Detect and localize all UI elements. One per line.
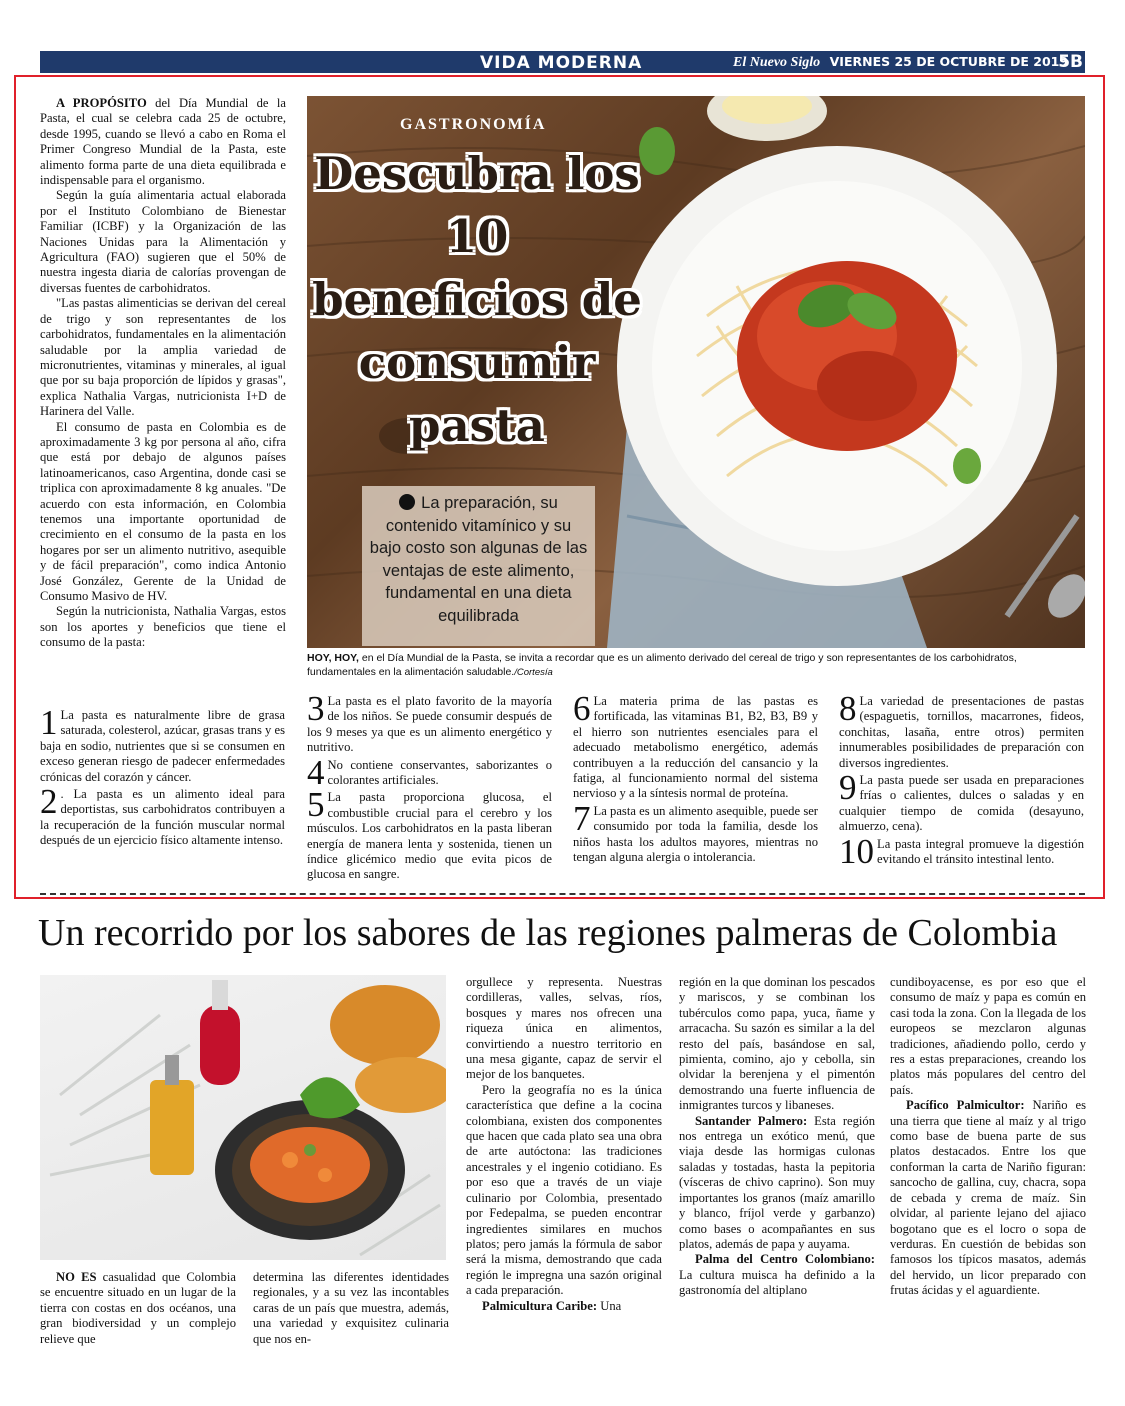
paragraph: región en la que dominan los pescados y mariscos, y se combinan los tubérculos como papa, yuca, ñame y arracacha. Su sazón es similar a la del resto del país, basándose en sal, pimienta, comino, ajo y cebolla, sin olvidar la berenjena y el pimentón demostrando una fuerte influencia de inmigrantes turcos y libaneses.	[679, 975, 875, 1113]
points-column-3	[573, 694, 818, 884]
point-number: 8	[839, 694, 857, 728]
section-name: VIDA MODERNA	[480, 53, 643, 73]
benefit-point	[40, 708, 285, 785]
subhead: Palma del Centro Colombiano:	[695, 1252, 875, 1267]
point-number: 9	[839, 768, 857, 808]
photo-caption	[307, 652, 1067, 684]
paragraph: cundiboyacense, es por eso que el consumo de maíz y papa es común en casi toda la zona. Con la llegada de los europeos se mezclaron algunas tradiciones, añadiendo pollo, cerdo y res a estas preparaciones, creando los platos más populares del centro del país.	[890, 975, 1086, 1097]
point-number: 4	[307, 752, 325, 792]
food-photo	[40, 975, 446, 1260]
article2-column-2	[253, 1270, 449, 1360]
point-number: 1	[40, 708, 58, 742]
intro-column	[40, 96, 286, 706]
article2-column-1	[40, 1270, 236, 1360]
section-divider	[40, 893, 1085, 895]
point-number: 7	[573, 798, 591, 838]
point-text: La pasta integral promueve la digestión evitando el tránsito intestinal lento.	[877, 836, 1084, 867]
benefit-point	[307, 785, 552, 882]
paragraph: Una	[597, 1298, 622, 1313]
paragraph: La cultura muisca ha definido a la gastronomía del altiplano	[679, 1267, 875, 1298]
benefit-point	[839, 831, 1084, 871]
point-number: 10	[839, 831, 874, 871]
point-number: 6	[573, 694, 591, 728]
benefit-point	[40, 782, 285, 849]
benefit-point	[573, 798, 818, 866]
subhead: Santander Palmero:	[695, 1113, 808, 1128]
paragraph: determina las diferentes identidades regionales, y a su vez las incontables caras de un país que muestra, además, una variedad y exquisitez culinaria que nos en-	[253, 1270, 449, 1346]
point-number: 3	[307, 694, 325, 728]
paragraph: Según la guía alimentaria actual elaborada por el Instituto Colombiano de Bienestar Familiar (ICBF) y la Organización de las Naciones Unidas para la Alimentación y Agricultura (FAO) sugieren que el 50% de nuestra ingesta diaria de calorías provengan de diversas fuentes de carbohidratos.	[40, 188, 286, 295]
summary-callout	[362, 486, 595, 646]
publication-name: El Nuevo Siglo	[733, 55, 821, 70]
photo-credit: /Cortesía	[514, 666, 553, 678]
article2-column-3	[466, 975, 662, 1370]
paragraph: Esta región nos entrega un exótico menú, que viaja desde las hormigas culonas saladas y tostadas, hasta la pepitoria (vísceras de chivo caprino). Son muy importantes los granos (maíz amarillo y blanco, fríjol verde y garbanzo) como bases o acompañantes en sus platos, además de papa y auyama.	[679, 1113, 875, 1251]
benefit-point	[839, 694, 1084, 771]
points-column-4	[839, 694, 1084, 884]
article2-column-5	[890, 975, 1086, 1370]
point-text: La pasta puede ser usada en preparaciones frías o calientes, dulces o saladas y en cualquier tiempo de comida (desayuno, almuerzo, cena).	[839, 773, 1084, 834]
points-column-2	[307, 694, 552, 884]
point-number: 2	[40, 782, 58, 822]
point-text: La pasta es el plato favorito de la mayoría de los niños. Se puede consumir después de los 9 meses ya que es un alimento energético y nutritivo.	[307, 694, 552, 755]
point-text: La pasta es naturalmente libre de grasa saturada, colesterol, azúcar, grasas trans y es baja en sodio, nutrientes que si se consumen en exceso generan riesgo de padecer enfermedades crónicas del corazón y cáncer.	[40, 708, 285, 784]
caption-text: en el Día Mundial de la Pasta, se invita a recordar que es un alimento derivado del cereal de trigo y son representantes de los carbohidratos, fundamentales en la alimentación saludable.	[307, 652, 1017, 678]
callout-text: La preparación, su contenido vitamínico y su bajo costo son algunas de las ventajas de este alimento, fundamental en una dieta equilibrada	[369, 494, 588, 625]
point-text: La pasta es un alimento asequible, puede ser consumido por toda la familia, desde los niños hasta los adultos mayores, mientras no tengan alguna alergia o intolerancia.	[573, 803, 818, 865]
point-text: . La pasta es un alimento ideal para deportistas, sus carbohidratos contribuyen a la recuperación de la función muscular normal después de un ejercicio físico altamente intenso.	[40, 787, 285, 848]
benefit-point	[307, 694, 552, 756]
publication-date: VIERNES 25 DE OCTUBRE DE 2019	[829, 54, 1069, 69]
page-number: 5B	[1058, 52, 1083, 72]
paragraph: orgullece y representa. Nuestras cordilleras, valles, selvas, ríos, bosques y mares nos ofrecen una riqueza única en alimentos, convirtiendo a nuestro territorio en una mesa gigante, capaz de servir el mejor de los banquetes.	[466, 975, 662, 1082]
benefit-point	[839, 768, 1084, 835]
publication-line	[733, 54, 1069, 72]
paragraph: Pero la geografía no es la única característica que define a la cocina colombiana, existen dos componentes que hacen que cada plato sea una obra de arte autóctona: las tradiciones ancestrales y el ingenio cotidiano. Es por eso que a través de un viaje culinario por Colombia, presentado por Fedepalma, se pueden encontrar ingredientes similares en muchos platos; pero jamás la fórmula de sabor será la misma, demostrando que cada región le impregna una sazón original a cada preparación.	[466, 1082, 662, 1298]
article2-title: Un recorrido por los sabores de las regiones palmeras de Colombia	[38, 912, 1058, 954]
point-text: La materia prima de las pastas es fortificada, las vitaminas B1, B2, B3, B9 y el hierro son nutrientes esenciales para el adecuado metabolismo energético, además contribuyen a la reducción del cansancio y la fatiga, al funcionamiento normal del sistema nervioso y a la síntesis normal de proteína.	[573, 694, 818, 801]
bullet-icon	[399, 494, 415, 510]
paragraph: El consumo de pasta en Colombia es de aproximadamente 3 kg por persona al año, cifra que está por debajo de algunos países latinoamericanos, caso Argentina, donde casi se triplica con aproximadamente 8 kg anuales. "De acuerdo con esta información, en Colombia tenemos una importante oportunidad de crecimiento en el consumo de la pasta en los hogares por ser un alimento nutritivo, asequible y de fácil preparación", como indica Antonio José González, Gerente de la Unidad de Consumo Masivo de HV.	[40, 419, 286, 603]
points-column-1	[40, 708, 285, 888]
point-text: No contiene conservantes, saborizantes o colorantes artificiales.	[327, 757, 552, 788]
benefit-point	[307, 752, 552, 792]
point-number: 5	[307, 785, 325, 825]
paragraph: Nariño es una tierra que tiene al maíz y al trigo como base de buena parte de sus platos destacados. Entre los que conforman la carta de Nariño figuran: sancocho de gallina, cuy, chacra, sopa de cebada y crema de maíz. Sin olvidar, al pariente lejano del ajiaco bogotano que es el locro o sopa de verduras. En cuestión de bebidas son famosos los típicos masatos, además del hervido, un licor preparado con frutas ácidas y el aguardiente.	[890, 1098, 1086, 1298]
paragraph: del Día Mundial de la Pasta, el cual se celebra cada 25 de octubre, desde 1995, cuando se llevó a cabo en Roma el Primer Congreso Mundial de la Pasta, este alimento forma parte de una dieta equilibrada e indispensable para el organismo.	[40, 96, 286, 188]
article-lead-word: A PROPÓSITO	[56, 96, 147, 110]
subhead: Pacífico Palmicultor:	[906, 1098, 1025, 1113]
article2-column-4	[679, 975, 875, 1370]
point-text: La pasta proporciona glucosa, el combustible crucial para el cerebro y los músculos. Los carbohidratos en la pasta liberan energía de manera lenta y sostenida, tienen un índice glicémico medio que evita picos de glucosa en sangre.	[307, 790, 552, 882]
paragraph: "Las pastas alimenticias se derivan del cereal de trigo y son representantes de los carbohidratos, fundamentales en la alimentación saludable por la amplia variedad de micronutrientes, vitaminas y minerales, al igual que por su baja proporción de lípidos y grasas", explica Nathalia Vargas, nutricionista I+D de Harinera del Valle.	[40, 296, 286, 419]
benefit-point	[573, 694, 818, 802]
article2-lead-word: NO ES	[56, 1270, 97, 1284]
caption-lead: HOY, HOY,	[307, 652, 359, 664]
subhead: Palmicultura Caribe:	[482, 1298, 598, 1313]
paragraph: casualidad que Colombia se encuentre situado en un lugar de la tierra con costas en dos océanos, una gran biodiversidad y un complejo relieve que	[40, 1270, 236, 1346]
article-headline: Descubra los 10 beneficios de consumir pasta	[312, 147, 642, 452]
article-kicker: GASTRONOMÍA	[400, 116, 547, 133]
paragraph: Según la nutricionista, Nathalia Vargas, estos son los aportes y beneficios que tiene el consumo de la pasta:	[40, 604, 286, 650]
food-illustration	[40, 975, 446, 1260]
point-text: La variedad de presentaciones de pastas (espaguetis, tornillos, macarrones, fideos, conchitas, lasaña, entre otros) permiten innumerables posibilidades de preparación con diversos ingredientes.	[839, 694, 1084, 770]
